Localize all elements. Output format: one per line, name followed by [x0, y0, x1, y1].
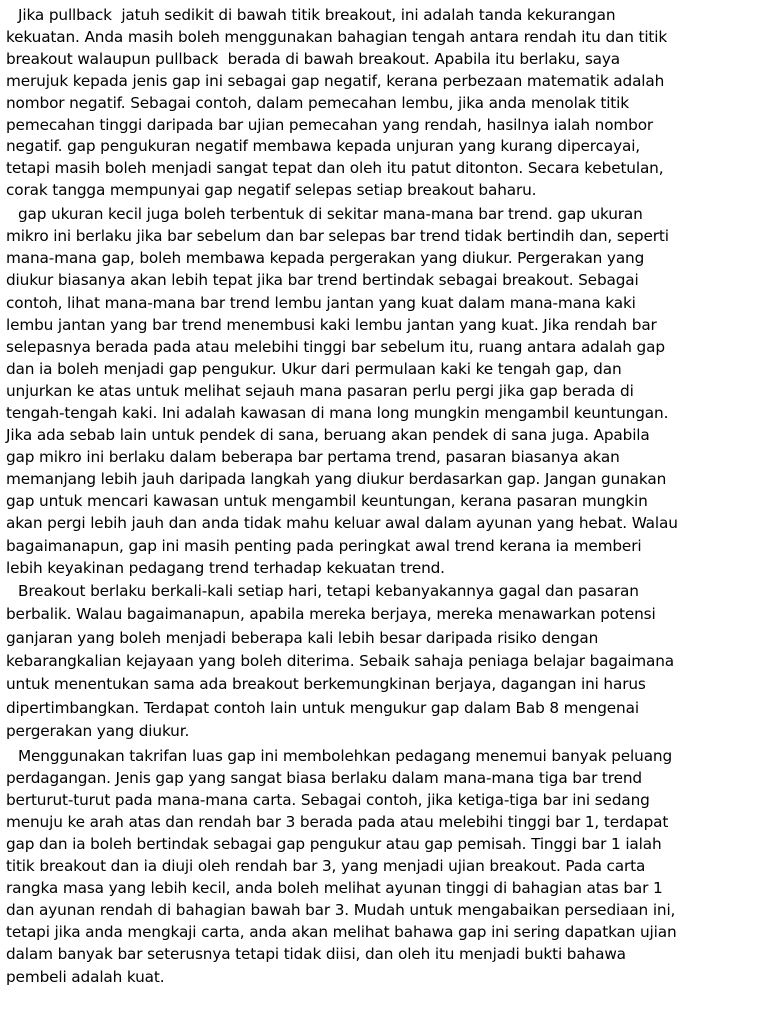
document-page	[6, 0, 764, 988]
paragraph-line: rangka masa yang lebih kecil, anda boleh melihat ayunan tinggi di bahagian atas bar 1	[6, 879, 663, 898]
paragraph-line: dan ia boleh menjadi gap pengukur. Ukur dari permulaan kaki ke tengah gap, dan	[6, 359, 622, 378]
paragraph-line: bagaimanapun, gap ini masih penting pada peringkat awal trend kerana ia memberi	[6, 536, 642, 555]
paragraph-line: tetapi masih boleh menjadi sangat tepat dan oleh itu patut ditonton. Secara kebetulan,	[6, 159, 664, 178]
paragraph-2	[6, 203, 764, 579]
paragraph-4	[6, 745, 764, 988]
paragraph-line: merujuk kepada jenis gap ini sebagai gap negatif, kerana perbezaan matematik adalah	[6, 71, 665, 90]
paragraph-line: tengah-tengah kaki. Ini adalah kawasan di mana long mungkin mengambil keuntungan.	[6, 404, 669, 422]
paragraph-line: Breakout berlaku berkali-kali setiap hari, tetapi kebanyakannya gagal dan pasaran	[18, 581, 639, 600]
paragraph-line: negatif. gap pengukuran negatif membawa kepada unjuran yang kurang dipercayai,	[6, 137, 641, 156]
paragraph-line: mikro ini berlaku jika bar sebelum dan bar selepas bar trend tidak bertindih dan, seperti	[6, 227, 669, 246]
paragraph-line: Jika ada sebab lain untuk pendek di sana, beruang akan pendek di sana juga. Apabila	[6, 426, 650, 445]
paragraph-line: Jika pullback jatuh sedikit di bawah titik breakout, ini adalah tanda kekurangan	[18, 6, 616, 24]
paragraph-line: tetapi jika anda mengkaji carta, anda akan melihat bahawa gap ini sering dapatkan ujian	[6, 923, 677, 942]
paragraph-line: dipertimbangkan. Terdapat contoh lain untuk mengukur gap dalam Bab 8 mengenai	[6, 698, 639, 717]
paragraph-line: gap ukuran kecil juga boleh terbentuk di sekitar mana-mana bar trend. gap ukuran	[18, 205, 643, 224]
paragraph-line: dan ayunan rendah di bahagian bawah bar 3. Mudah untuk mengabaikan persediaan ini,	[6, 901, 676, 920]
paragraph-line: gap untuk mencari kawasan untuk mengambil keuntungan, kerana pasaran mungkin	[6, 492, 648, 511]
paragraph-line: menuju ke arah atas dan rendah bar 3 berada pada atau melebihi tinggi bar 1, terdapat	[6, 812, 669, 831]
paragraph-line: dalam banyak bar seterusnya tetapi tidak diisi, dan oleh itu menjadi bukti bahawa	[6, 945, 626, 964]
paragraph-line: Menggunakan takrifan luas gap ini membolehkan pedagang menemui banyak peluang	[18, 746, 673, 765]
paragraph-line: berbalik. Walau bagaimanapun, apabila mereka berjaya, mereka menawarkan potensi	[6, 605, 656, 624]
paragraph-line: kebarangkalian kejayaan yang boleh diterima. Sebaik sahaja peniaga belajar bagaimana	[6, 651, 675, 670]
paragraph-line: unjurkan ke atas untuk melihat sejauh mana pasaran perlu pergi jika gap berada di	[6, 381, 634, 400]
paragraph-line: pergerakan yang diukur.	[6, 722, 190, 741]
paragraph-line: gap dan ia boleh bertindak sebagai gap pengukur atau gap pemisah. Tinggi bar 1 ialah	[6, 834, 662, 853]
paragraph-line: contoh, lihat mana-mana bar trend lembu jantan yang kuat dalam mana-mana kaki	[6, 293, 636, 312]
paragraph-line: pemecahan tinggi daripada bar ujian pemecahan yang rendah, hasilnya ialah nombor	[6, 115, 654, 134]
paragraph-line: titik breakout dan ia diuji oleh rendah bar 3, yang menjadi ujian breakout. Pada carta	[6, 857, 646, 876]
paragraph-line: selepasnya berada pada atau melebihi tinggi bar sebelum itu, ruang antara adalah gap	[6, 337, 665, 356]
paragraph-line: breakout walaupun pullback berada di bawah breakout. Apabila itu berlaku, saya	[6, 49, 621, 68]
paragraph-line: lembu jantan yang bar trend menembusi kaki lembu jantan yang kuat. Jika rendah bar	[6, 315, 657, 334]
paragraph-3	[6, 580, 764, 744]
paragraph-line: ganjaran yang boleh menjadi beberapa kali lebih besar daripada risiko dengan	[6, 628, 599, 647]
paragraph-line: mana-mana gap, boleh membawa kepada pergerakan yang diukur. Pergerakan yang	[6, 249, 645, 268]
paragraph-line: corak tangga mempunyai gap negatif selepas setiap breakout baharu.	[6, 181, 537, 200]
paragraph-line: untuk menentukan sama ada breakout berkemungkinan berjaya, dagangan ini harus	[6, 675, 646, 694]
paragraph-line: pembeli adalah kuat.	[6, 967, 165, 986]
paragraph-line: nombor negatif. Sebagai contoh, dalam pemecahan lembu, jika anda menolak titik	[6, 93, 629, 112]
paragraph-1	[6, 5, 764, 202]
paragraph-line: diukur biasanya akan lebih tepat jika bar trend bertindak sebagai breakout. Sebagai	[6, 271, 639, 290]
paragraph-line: gap mikro ini berlaku dalam beberapa bar pertama trend, pasaran biasanya akan	[6, 448, 620, 467]
paragraph-line: kekuatan. Anda masih boleh menggunakan bahagian tengah antara rendah itu dan titik	[6, 27, 668, 46]
paragraph-line: berturut-turut pada mana-mana carta. Sebagai contoh, jika ketiga-tiga bar ini sedang	[6, 790, 650, 809]
paragraph-line: lebih keyakinan pedagang trend terhadap kekuatan trend.	[6, 558, 445, 577]
paragraph-line: akan pergi lebih jauh dan anda tidak mahu keluar awal dalam ayunan yang hebat. Walau	[6, 514, 678, 533]
paragraph-line: perdagangan. Jenis gap yang sangat biasa berlaku dalam mana-mana tiga bar trend	[6, 768, 642, 787]
paragraph-line: memanjang lebih jauh daripada langkah yang diukur berdasarkan gap. Jangan gunakan	[6, 470, 667, 489]
